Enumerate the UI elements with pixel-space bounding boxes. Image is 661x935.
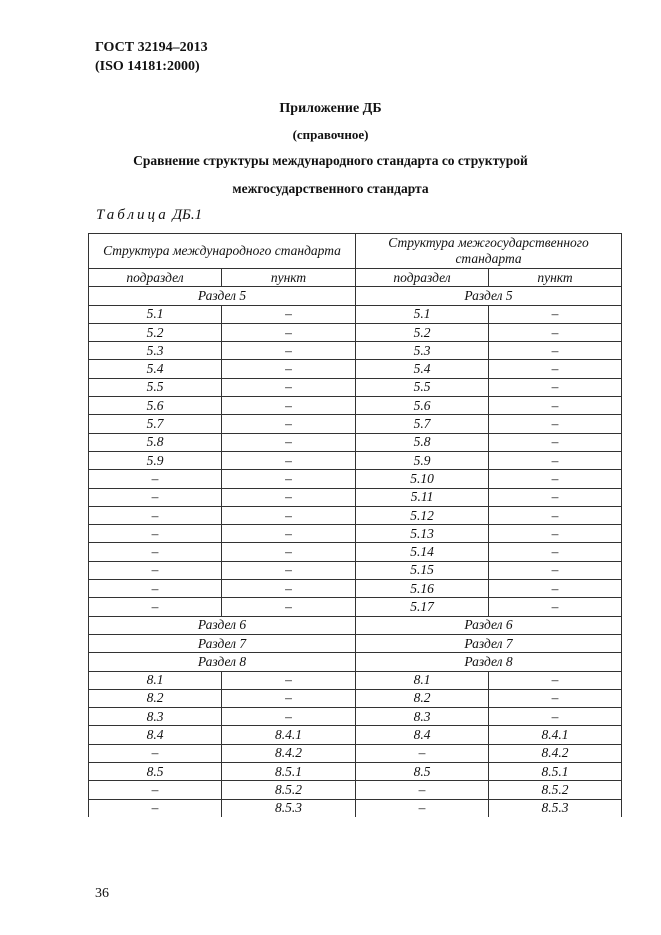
table-cell: 8.4.2 (222, 744, 356, 762)
table-cell: 5.3 (89, 342, 222, 360)
table-cell: 8.3 (89, 708, 222, 726)
table-cell: – (222, 378, 356, 396)
table-cell: – (489, 360, 622, 378)
table-cell: – (89, 561, 222, 579)
table-cell: – (489, 305, 622, 323)
table-cell: – (222, 323, 356, 341)
section-cell-left: Раздел 8 (89, 653, 356, 671)
table-cell: 8.4.2 (489, 744, 622, 762)
table-cell: 8.4 (89, 726, 222, 744)
table-cell: – (222, 506, 356, 524)
section-row (89, 616, 622, 634)
table-row (89, 433, 622, 451)
table-cell: 5.16 (356, 580, 489, 598)
table-row (89, 397, 622, 415)
table-row (89, 451, 622, 469)
structure-comparison-table (88, 233, 622, 817)
table-cell: – (222, 708, 356, 726)
table-cell: 5.9 (356, 451, 489, 469)
table-cell: 5.5 (89, 378, 222, 396)
table-subheader-row (89, 269, 622, 287)
appendix-heading-line2: межгосударственного стандарта (232, 181, 429, 196)
table-cell: – (489, 689, 622, 707)
section-cell-right: Раздел 5 (356, 287, 622, 305)
table-cell: – (489, 561, 622, 579)
table-cell: – (489, 598, 622, 616)
table-cell: – (89, 598, 222, 616)
section-cell-right: Раздел 7 (356, 634, 622, 652)
table-cell: – (222, 470, 356, 488)
table-cell: – (489, 342, 622, 360)
table-cell: 5.15 (356, 561, 489, 579)
table-cell: – (489, 415, 622, 433)
table-cell: – (222, 525, 356, 543)
table-row (89, 305, 622, 323)
table-cell: 5.2 (356, 323, 489, 341)
document-header (95, 38, 208, 76)
section-row (89, 653, 622, 671)
table-row (89, 360, 622, 378)
table-row (89, 781, 622, 799)
table-cell: – (89, 744, 222, 762)
table-cell: – (489, 323, 622, 341)
table-cell: 5.13 (356, 525, 489, 543)
table-row (89, 543, 622, 561)
table-cell: – (489, 470, 622, 488)
table-cell: – (222, 543, 356, 561)
table-cell: – (222, 451, 356, 469)
page-number: 36 (95, 886, 109, 901)
table-cell: 8.1 (89, 671, 222, 689)
table-cell: – (222, 342, 356, 360)
table-cell: – (222, 397, 356, 415)
appendix-type: (справочное) (292, 127, 369, 142)
table-cell: 8.4.1 (222, 726, 356, 744)
table-row (89, 708, 622, 726)
table-row (89, 506, 622, 524)
header-international-structure: Структура международного стандарта (89, 234, 356, 269)
table-caption (96, 207, 202, 224)
table-cell: – (222, 415, 356, 433)
table-row (89, 799, 622, 817)
table-cell: 8.2 (89, 689, 222, 707)
section-cell-right: Раздел 8 (356, 653, 622, 671)
table-row (89, 580, 622, 598)
table-cell: 5.7 (356, 415, 489, 433)
table-cell: 8.4 (356, 726, 489, 744)
table-cell: – (222, 433, 356, 451)
table-cell: 5.10 (356, 470, 489, 488)
table-cell: 5.4 (89, 360, 222, 378)
table-cell: 5.11 (356, 488, 489, 506)
table-cell: – (222, 580, 356, 598)
table-cell: 8.3 (356, 708, 489, 726)
table-cell: 8.5 (89, 763, 222, 781)
table-cell: 5.1 (356, 305, 489, 323)
table-row (89, 744, 622, 762)
table-cell: – (356, 744, 489, 762)
table-row (89, 671, 622, 689)
table-row (89, 763, 622, 781)
table-cell: 5.4 (356, 360, 489, 378)
section-row (89, 287, 622, 305)
table-cell: 5.1 (89, 305, 222, 323)
table-cell: – (489, 671, 622, 689)
table-cell: – (222, 305, 356, 323)
table-cell: – (489, 378, 622, 396)
table-cell: – (222, 689, 356, 707)
table-cell: – (356, 799, 489, 817)
table-cell: 5.2 (89, 323, 222, 341)
section-cell-left: Раздел 6 (89, 616, 356, 634)
subheader-intl-subsection: подраздел (89, 269, 222, 287)
table-row (89, 488, 622, 506)
table-cell: 8.5 (356, 763, 489, 781)
table-cell: – (222, 598, 356, 616)
table-cell: – (489, 525, 622, 543)
table-row (89, 525, 622, 543)
subheader-interstate-subsection: подраздел (356, 269, 489, 287)
table-cell: – (222, 488, 356, 506)
table-cell: – (489, 506, 622, 524)
table-cell: 5.8 (89, 433, 222, 451)
table-cell: 5.14 (356, 543, 489, 561)
table-cell: 5.8 (356, 433, 489, 451)
table-cell: – (89, 488, 222, 506)
section-row (89, 634, 622, 652)
table-cell: 5.6 (89, 397, 222, 415)
table-cell: 8.1 (356, 671, 489, 689)
table-cell: – (489, 580, 622, 598)
table-row (89, 561, 622, 579)
table-row (89, 689, 622, 707)
table-cell: – (89, 799, 222, 817)
table-caption-number: ДБ.1 (172, 207, 203, 223)
section-cell-left: Раздел 5 (89, 287, 356, 305)
table-cell: – (489, 433, 622, 451)
table-cell: 5.3 (356, 342, 489, 360)
table-cell: 8.5.3 (489, 799, 622, 817)
standard-number: ГОСТ 32194–2013 (95, 40, 208, 55)
table-caption-word: Таблица (96, 207, 169, 223)
table-row (89, 598, 622, 616)
table-cell: – (89, 506, 222, 524)
table-cell: – (489, 543, 622, 561)
appendix-title: Приложение ДБ (279, 101, 382, 116)
table-row (89, 470, 622, 488)
table-cell: 5.6 (356, 397, 489, 415)
subheader-interstate-clause: пункт (489, 269, 622, 287)
table-cell: 8.4.1 (489, 726, 622, 744)
table-cell: 8.5.2 (222, 781, 356, 799)
table-cell: – (489, 708, 622, 726)
table-cell: 5.9 (89, 451, 222, 469)
table-cell: – (89, 543, 222, 561)
table-cell: 8.5.1 (489, 763, 622, 781)
table-cell: 8.2 (356, 689, 489, 707)
table-cell: – (89, 580, 222, 598)
header-interstate-structure: Структура межгосударственного стандарта (356, 234, 622, 269)
table-cell: – (356, 781, 489, 799)
table-row (89, 323, 622, 341)
table-row (89, 726, 622, 744)
table-cell: 5.5 (356, 378, 489, 396)
table-cell: 5.17 (356, 598, 489, 616)
table-row (89, 378, 622, 396)
subheader-intl-clause: пункт (222, 269, 356, 287)
table-cell: 8.5.2 (489, 781, 622, 799)
table-cell: – (89, 781, 222, 799)
table-cell: – (89, 470, 222, 488)
table-cell: 8.5.3 (222, 799, 356, 817)
table-cell: – (489, 397, 622, 415)
table-cell: 5.12 (356, 506, 489, 524)
table-row (89, 342, 622, 360)
iso-reference: (ISO 14181:2000) (95, 59, 200, 74)
table-cell: – (222, 561, 356, 579)
table-cell: 8.5.1 (222, 763, 356, 781)
table-cell: 5.7 (89, 415, 222, 433)
section-cell-right: Раздел 6 (356, 616, 622, 634)
table-cell: – (222, 671, 356, 689)
table-header-row (89, 234, 622, 269)
table-cell: – (489, 488, 622, 506)
table-cell: – (222, 360, 356, 378)
section-cell-left: Раздел 7 (89, 634, 356, 652)
table-cell: – (89, 525, 222, 543)
table-row (89, 415, 622, 433)
table-cell: – (489, 451, 622, 469)
appendix-heading-line1: Сравнение структуры международного стандарта со структурой (133, 153, 528, 168)
